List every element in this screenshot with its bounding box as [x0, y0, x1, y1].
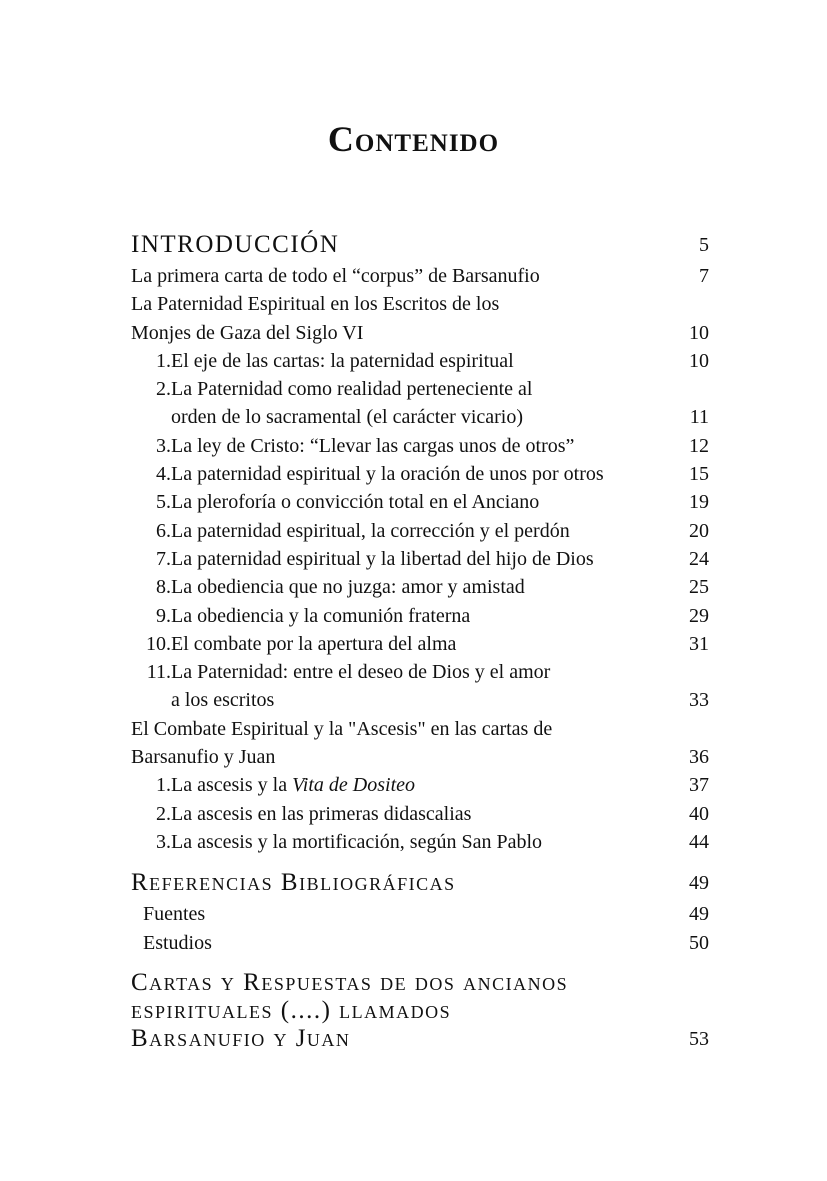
toc-subentry[interactable] [131, 375, 709, 403]
toc-entry-cartas[interactable] [131, 969, 709, 1053]
toc-entry-paternidad-line2[interactable] [131, 319, 709, 347]
toc-item-number: 3. [156, 434, 171, 457]
toc-page-number: 15 [689, 463, 709, 486]
toc-item-label: La paternidad espiritual, la corrección y el perdón [171, 519, 570, 542]
page-title: Contenido [327, 119, 500, 159]
toc-entry-label: El Combate Espiritual y la "Ascesis" en las cartas de [131, 717, 553, 740]
toc-item-number: 1. [156, 349, 171, 372]
toc-item-label-italic: Vita de Dositeo [292, 774, 416, 797]
toc-page-number: 49 [689, 872, 709, 895]
toc-page-number: 44 [689, 830, 709, 853]
toc-page-number: 7 [699, 265, 709, 287]
toc-entry-referencias[interactable] [131, 866, 709, 900]
toc-subentry[interactable] [131, 460, 709, 488]
toc-item-label: La Paternidad como realidad perteneciente al [171, 378, 533, 401]
toc-item-label: orden de lo sacramental (el carácter vicario) [171, 406, 524, 429]
toc-entry-label: Referencias Bibliográficas [131, 869, 456, 897]
toc-subentry[interactable] [131, 432, 709, 460]
toc-entry-label: La primera carta de todo el “corpus” de Barsanufio [131, 265, 540, 287]
toc-item-label: Estudios [143, 931, 212, 954]
toc-subentry[interactable] [131, 771, 709, 799]
toc-item-number: 2. [156, 378, 171, 401]
toc-page-number: 11 [689, 406, 709, 429]
toc-item-number: 1. [156, 774, 171, 797]
toc-item-label: La ascesis y la mortificación, según San Pablo [171, 830, 543, 853]
toc-item-number: 3. [156, 830, 171, 853]
toc-item-label: La paternidad espiritual y la libertad del hijo de Dios [171, 547, 594, 570]
toc-subentry[interactable] [131, 545, 709, 573]
toc-page-number: 25 [689, 576, 709, 599]
toc-page-number: 12 [689, 434, 709, 457]
toc-item-label-text: La ascesis y la [171, 774, 293, 797]
toc-item-number: 8. [156, 576, 171, 599]
toc-subentry-continuation[interactable] [131, 403, 709, 431]
toc-item-number: 9. [156, 604, 171, 627]
toc-subentry[interactable] [131, 573, 709, 601]
toc-item-number: 11. [146, 661, 171, 684]
toc-item-label [171, 771, 415, 799]
toc-entry-cartas-line3 [131, 1025, 709, 1053]
toc-page-number: 5 [699, 234, 709, 256]
toc-item-number: 2. [156, 802, 171, 825]
spacer [131, 957, 709, 969]
toc-item-label: La Paternidad: entre el deseo de Dios y el amor [171, 661, 551, 684]
toc-entry-label: espirituales (....) llamados [131, 996, 452, 1024]
toc-item-number: 7. [156, 547, 171, 570]
toc-subentry[interactable] [131, 517, 709, 545]
toc-entry-label: Monjes de Gaza del Siglo VI [131, 321, 364, 344]
toc-subentry[interactable] [131, 828, 709, 856]
toc-page-number: 20 [689, 519, 709, 542]
toc-subentry[interactable] [131, 488, 709, 516]
toc-subentry[interactable] [131, 800, 709, 828]
toc-entry-combate-line1[interactable] [131, 715, 709, 743]
toc-item-label: Fuentes [143, 903, 206, 926]
toc-item-label: La obediencia que no juzga: amor y amistad [171, 576, 525, 599]
toc-entry-label: La Paternidad Espiritual en los Escritos de los [131, 293, 500, 316]
toc-entry-cartas-line1 [131, 969, 709, 997]
toc-entry-introduccion[interactable] [131, 228, 709, 262]
toc-page-number: 49 [689, 903, 709, 926]
toc-page-number: 33 [689, 689, 709, 712]
toc-page-number: 29 [689, 604, 709, 627]
toc-page-number: 50 [689, 931, 709, 954]
toc-entry-primera-carta[interactable] [131, 262, 709, 290]
toc-item-label: La ascesis en las primeras didascalias [171, 802, 472, 825]
toc-item-label: El eje de las cartas: la paternidad espiritual [171, 349, 514, 372]
toc-item-label: a los escritos [171, 689, 275, 712]
toc-entry-label: Barsanufio y Juan [131, 746, 276, 769]
toc-item-label: La paternidad espiritual y la oración de unos por otros [171, 463, 604, 486]
toc-item-label: La pleroforía o convicción total en el Anciano [171, 491, 540, 514]
toc-subentry[interactable] [131, 347, 709, 375]
toc-page-number: 24 [689, 547, 709, 570]
toc-page-number: 36 [689, 746, 709, 769]
toc-item-label: El combate por la apertura del alma [171, 632, 457, 655]
toc-page-number: 19 [689, 491, 709, 514]
toc-item-number: 4. [156, 463, 171, 486]
toc-subentry[interactable] [131, 900, 709, 928]
toc-item-number: 10. [146, 632, 171, 655]
toc-page-number: 53 [689, 1027, 709, 1050]
toc-entry-label: Cartas y Respuestas de dos ancianos [131, 968, 569, 996]
toc-page-number: 40 [689, 802, 709, 825]
toc-item-label: La obediencia y la comunión fraterna [171, 604, 471, 627]
toc-entry-paternidad-line1[interactable] [131, 290, 709, 318]
toc-entry-label: Barsanufio y Juan [131, 1024, 351, 1052]
toc-item-number: 6. [156, 519, 171, 542]
toc-entry-cartas-line2 [131, 997, 709, 1025]
toc-page-number: 31 [689, 632, 709, 655]
spacer [131, 856, 709, 866]
toc-page-number: 10 [689, 349, 709, 372]
toc-subentry[interactable] [131, 929, 709, 957]
toc-page-number: 37 [689, 774, 709, 797]
table-of-contents [131, 228, 709, 1053]
toc-subentry[interactable] [131, 630, 709, 658]
toc-subentry-continuation[interactable] [131, 686, 709, 714]
toc-item-label: La ley de Cristo: “Llevar las cargas unos de otros” [171, 434, 575, 457]
toc-subentry[interactable] [131, 658, 709, 686]
toc-page-number: 10 [689, 321, 709, 344]
toc-subentry[interactable] [131, 602, 709, 630]
toc-entry-combate-line2[interactable] [131, 743, 709, 771]
toc-entry-label: INTRODUCCIÓN [131, 231, 340, 258]
toc-item-number: 5. [156, 491, 171, 514]
